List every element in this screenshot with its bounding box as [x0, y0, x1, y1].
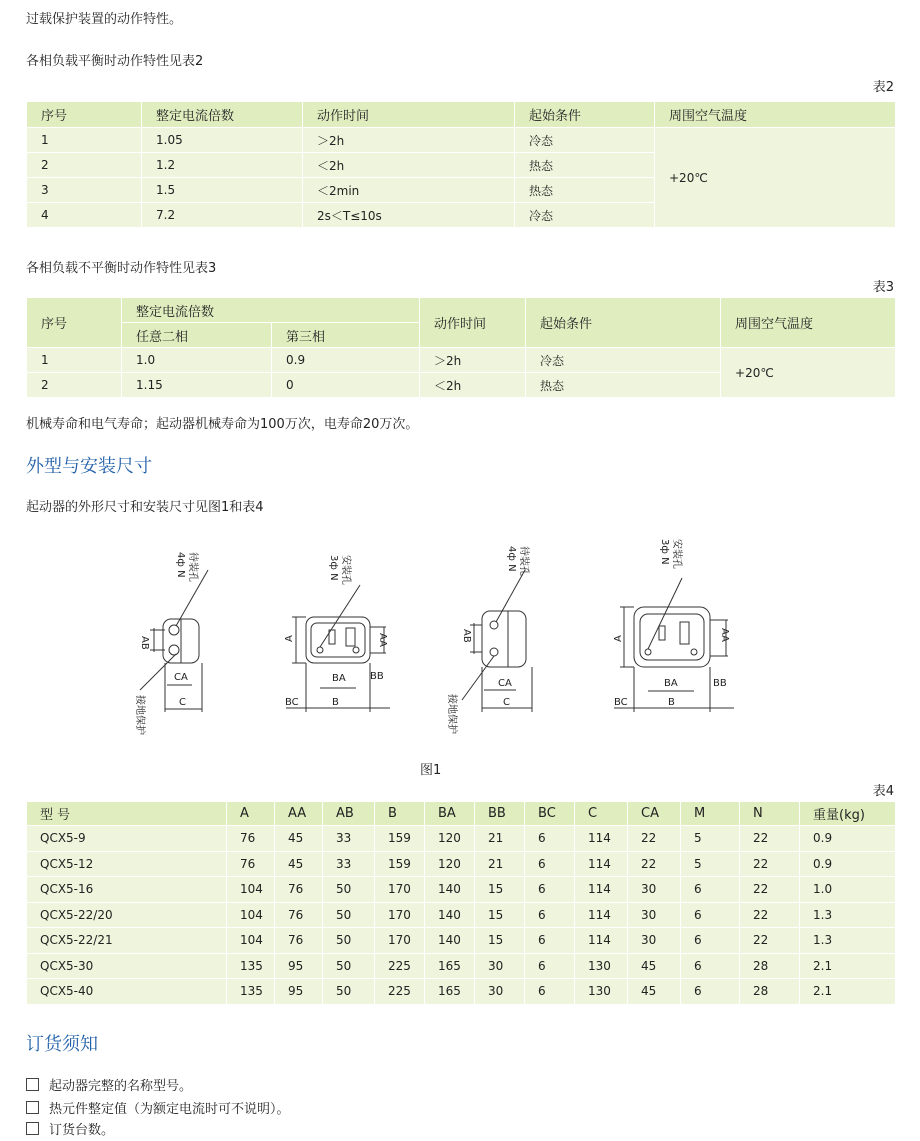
table2-cell: ＞2h — [303, 128, 515, 153]
figure-label-hole-3: 4ф N — [506, 546, 517, 572]
table4-cell: 114 — [575, 928, 628, 954]
table4-header: B — [375, 802, 425, 826]
table2-cell: 4 — [27, 203, 142, 228]
table4-cell: 22 — [628, 826, 681, 852]
table4-cell: 6 — [525, 851, 575, 877]
table3 — [26, 297, 896, 398]
figure-label-CA: CA — [174, 672, 188, 683]
table4-header: AB — [323, 802, 375, 826]
table-row — [27, 851, 896, 877]
table-row — [27, 979, 896, 1005]
table3-cell: 冷态 — [526, 348, 721, 373]
table4-header: BC — [525, 802, 575, 826]
table3-cell: ＞2h — [420, 348, 526, 373]
table4-cell: 165 — [425, 979, 475, 1005]
table4-header: 重量(kg) — [800, 802, 896, 826]
model-cell: QCX5-16 — [27, 877, 227, 903]
figure-label-C: C — [503, 697, 510, 708]
table4-cell: 104 — [227, 902, 275, 928]
table4-header: C — [575, 802, 628, 826]
figure-label-BC: BC — [614, 697, 628, 708]
table4-header: M — [681, 802, 740, 826]
table2 — [26, 101, 896, 228]
table4-cell: 140 — [425, 928, 475, 954]
table4-cell: 1.3 — [800, 902, 896, 928]
table4-header: BA — [425, 802, 475, 826]
table4-cell: 0.9 — [800, 851, 896, 877]
table3-cell: 1 — [27, 348, 122, 373]
table3-temperature: +20℃ — [721, 348, 896, 398]
table4-cell: 1.0 — [800, 877, 896, 903]
table4-cell: 6 — [525, 826, 575, 852]
figure-1-drawing — [0, 530, 920, 780]
table4-cell: 22 — [740, 928, 800, 954]
table3-cell: 1.0 — [122, 348, 272, 373]
table4-cell: 5 — [681, 826, 740, 852]
section-title-dimensions: 外型与安装尺寸 — [26, 456, 152, 477]
table2-label: 表2 — [872, 80, 894, 95]
table2-cell: 热态 — [515, 178, 655, 203]
figure-label-hole-4: 3ф N — [659, 539, 670, 565]
table3-cell: 热态 — [526, 373, 721, 398]
table2-cell: 冷态 — [515, 203, 655, 228]
table4-cell: 6 — [525, 928, 575, 954]
table4-cell: 33 — [323, 851, 375, 877]
table3-cell: 0 — [272, 373, 420, 398]
table4-cell: 0.9 — [800, 826, 896, 852]
table3-header: 动作时间 — [420, 298, 526, 348]
table2-cell: 热态 — [515, 153, 655, 178]
table4-label: 表4 — [872, 784, 894, 799]
checkbox-icon — [26, 1122, 39, 1135]
table4-cell: 45 — [628, 979, 681, 1005]
dimensions-text: 起动器的外形尺寸和安装尺寸见图1和表4 — [26, 500, 264, 515]
table4-cell: 22 — [740, 826, 800, 852]
table3-caption: 各相负载不平衡时动作特性见表3 — [26, 261, 217, 276]
table4-cell: 15 — [475, 902, 525, 928]
table2-header: 起始条件 — [515, 102, 655, 128]
table4-cell: 28 — [740, 979, 800, 1005]
table4-cell: 170 — [375, 928, 425, 954]
table4-header: 型 号 — [27, 802, 227, 826]
table3-label: 表3 — [872, 280, 894, 295]
table4-cell: 225 — [375, 953, 425, 979]
table4-cell: 120 — [425, 826, 475, 852]
table4-cell: 104 — [227, 928, 275, 954]
section-title-order: 订货须知 — [26, 1034, 98, 1055]
table4-cell: 159 — [375, 826, 425, 852]
table2-cell: ＜2h — [303, 153, 515, 178]
table2-header: 周围空气温度 — [655, 102, 896, 128]
table3-header: 第三相 — [272, 323, 420, 348]
table2-header: 动作时间 — [303, 102, 515, 128]
table2-cell: 2 — [27, 153, 142, 178]
table-row — [27, 877, 896, 903]
order-item — [26, 1098, 290, 1117]
table4-cell: 76 — [227, 826, 275, 852]
table4-cell: 50 — [323, 928, 375, 954]
table4-cell: 50 — [323, 953, 375, 979]
figure-label-mount-4: 安装孔 — [671, 539, 682, 569]
table4-cell: 33 — [323, 826, 375, 852]
table4-cell: 30 — [475, 953, 525, 979]
figure-label-CA: CA — [498, 678, 512, 689]
table2-cell: 3 — [27, 178, 142, 203]
figure-label-hole-2: 3ф N — [328, 555, 339, 581]
starter-outline-4 — [614, 578, 734, 712]
table4-cell: 114 — [575, 902, 628, 928]
figure-label-BA: BA — [332, 673, 346, 684]
table4-cell: 6 — [525, 979, 575, 1005]
table4-cell: 45 — [628, 953, 681, 979]
table3-cell: 0.9 — [272, 348, 420, 373]
table3-header: 整定电流倍数 — [122, 298, 420, 323]
table4-cell: 6 — [681, 902, 740, 928]
table4-cell: 130 — [575, 979, 628, 1005]
table2-caption: 各相负载平衡时动作特性见表2 — [26, 54, 204, 69]
table3-header: 任意二相 — [122, 323, 272, 348]
table4-cell: 76 — [227, 851, 275, 877]
table4-cell: 6 — [525, 953, 575, 979]
table4-cell: 21 — [475, 826, 525, 852]
table4-cell: 135 — [227, 953, 275, 979]
table-row — [27, 826, 896, 852]
table4-cell: 15 — [475, 877, 525, 903]
table2-header: 整定电流倍数 — [142, 102, 303, 128]
table4-cell: 6 — [681, 979, 740, 1005]
figure-label-BB: BB — [370, 671, 384, 682]
table3-cell: 1.15 — [122, 373, 272, 398]
table4-cell: 1.3 — [800, 928, 896, 954]
table4-cell: 22 — [628, 851, 681, 877]
table3-cell: ＜2h — [420, 373, 526, 398]
figure-label-AA: AA — [377, 633, 388, 647]
table4-cell: 30 — [628, 928, 681, 954]
table4-cell: 28 — [740, 953, 800, 979]
table4-cell: 165 — [425, 953, 475, 979]
model-cell: QCX5-40 — [27, 979, 227, 1005]
table4-cell: 45 — [275, 826, 323, 852]
table4-cell: 76 — [275, 902, 323, 928]
table2-cell: 冷态 — [515, 128, 655, 153]
table2-cell: 1.5 — [142, 178, 303, 203]
table4-cell: 30 — [628, 877, 681, 903]
table4-cell: 6 — [525, 902, 575, 928]
figure-label-ground-1: 接地保护 — [134, 695, 145, 735]
figure-label-BC: BC — [285, 697, 299, 708]
figure-label-BA: BA — [664, 678, 678, 689]
table2-cell: 1.05 — [142, 128, 303, 153]
figure-caption: 图1 — [420, 763, 442, 778]
table4-cell: 22 — [740, 851, 800, 877]
table4-cell: 30 — [475, 979, 525, 1005]
table2-cell: 1 — [27, 128, 142, 153]
table2-cell: 2s＜T≤10s — [303, 203, 515, 228]
figure-label-A: A — [284, 635, 295, 642]
model-cell: QCX5-9 — [27, 826, 227, 852]
figure-label-C: C — [179, 697, 186, 708]
table4-cell: 6 — [681, 877, 740, 903]
model-cell: QCX5-22/21 — [27, 928, 227, 954]
table4-cell: 135 — [227, 979, 275, 1005]
table4-header: AA — [275, 802, 323, 826]
table2-header: 序号 — [27, 102, 142, 128]
table4-cell: 50 — [323, 877, 375, 903]
table4-cell: 2.1 — [800, 953, 896, 979]
table4-cell: 22 — [740, 877, 800, 903]
table4-header: CA — [628, 802, 681, 826]
table4-header: BB — [475, 802, 525, 826]
table4-cell: 45 — [275, 851, 323, 877]
table3-cell: 2 — [27, 373, 122, 398]
table4-cell: 30 — [628, 902, 681, 928]
table3-header: 起始条件 — [526, 298, 721, 348]
table4-cell: 50 — [323, 902, 375, 928]
table-row — [27, 928, 896, 954]
figure-label-BB: BB — [713, 678, 727, 689]
table4-cell: 114 — [575, 826, 628, 852]
table3-header: 序号 — [27, 298, 122, 348]
table4-cell: 114 — [575, 851, 628, 877]
table4-cell: 140 — [425, 902, 475, 928]
order-item — [26, 1075, 192, 1094]
table4-cell: 104 — [227, 877, 275, 903]
life-text: 机械寿命和电气寿命；起动器机械寿命为100万次，电寿命20万次。 — [26, 417, 419, 432]
table-row — [27, 953, 896, 979]
table4-header: N — [740, 802, 800, 826]
table2-cell: 7.2 — [142, 203, 303, 228]
checkbox-icon — [26, 1101, 39, 1114]
order-item-text: 订货台数。 — [49, 1123, 115, 1138]
table4 — [26, 801, 896, 1005]
intro-text: 过载保护装置的动作特性。 — [26, 12, 183, 27]
table4-header: A — [227, 802, 275, 826]
table4-cell: 21 — [475, 851, 525, 877]
table2-cell: ＜2min — [303, 178, 515, 203]
figure-label-mount-1: 待装孔 — [187, 552, 198, 582]
figure-label-B: B — [668, 697, 675, 708]
table4-cell: 50 — [323, 979, 375, 1005]
table4-cell: 225 — [375, 979, 425, 1005]
table4-cell: 6 — [681, 953, 740, 979]
table4-cell: 95 — [275, 953, 323, 979]
figure-label-B: B — [332, 697, 339, 708]
model-cell: QCX5-22/20 — [27, 902, 227, 928]
figure-label-A: A — [613, 635, 624, 642]
table4-cell: 6 — [681, 928, 740, 954]
table4-cell: 114 — [575, 877, 628, 903]
checkbox-icon — [26, 1078, 39, 1091]
model-cell: QCX5-30 — [27, 953, 227, 979]
figure-label-mount-2: 安装孔 — [340, 555, 351, 585]
figure-label-AB: AB — [139, 636, 150, 650]
table2-cell: 1.2 — [142, 153, 303, 178]
figure-label-AB: AB — [461, 629, 472, 643]
table4-cell: 159 — [375, 851, 425, 877]
figure-label-AA: AA — [719, 628, 730, 642]
table4-cell: 140 — [425, 877, 475, 903]
table4-cell: 95 — [275, 979, 323, 1005]
table4-cell: 170 — [375, 877, 425, 903]
table3-header: 周围空气温度 — [721, 298, 896, 348]
table4-cell: 170 — [375, 902, 425, 928]
order-item — [26, 1119, 114, 1138]
table4-cell: 5 — [681, 851, 740, 877]
order-item-text: 热元件整定值（为额定电流时可不说明）。 — [49, 1102, 290, 1117]
table4-cell: 2.1 — [800, 979, 896, 1005]
figure-label-mount-3: 待装孔 — [518, 546, 529, 576]
table-row — [27, 348, 896, 373]
table4-cell: 22 — [740, 902, 800, 928]
table4-cell: 15 — [475, 928, 525, 954]
table4-cell: 130 — [575, 953, 628, 979]
table4-cell: 76 — [275, 928, 323, 954]
order-item-text: 起动器完整的名称型号。 — [49, 1079, 193, 1094]
table4-cell: 76 — [275, 877, 323, 903]
table-row — [27, 128, 896, 153]
table4-cell: 120 — [425, 851, 475, 877]
figure-label-ground-2: 接地保护 — [446, 694, 457, 734]
figure-label-hole-1: 4ф N — [175, 552, 186, 578]
model-cell: QCX5-12 — [27, 851, 227, 877]
table4-cell: 6 — [525, 877, 575, 903]
starter-outline-2 — [286, 585, 390, 712]
table-row — [27, 902, 896, 928]
table2-temperature: +20℃ — [655, 128, 896, 228]
